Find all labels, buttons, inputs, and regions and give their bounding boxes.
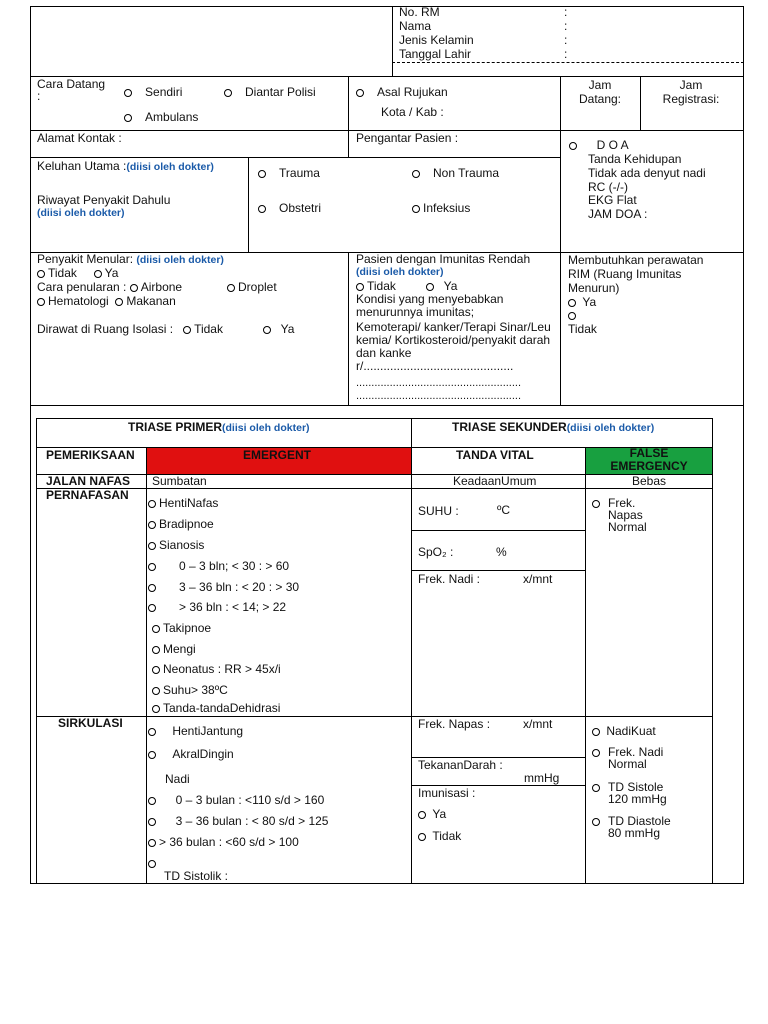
circ-item-akral-dingin[interactable]: AkralDingin: [148, 747, 234, 761]
label-pengantar-pasien: Pengantar Pasien :: [356, 131, 459, 145]
radio-icon: [152, 687, 160, 695]
option-hematologi[interactable]: Hematologi Makanan: [37, 294, 176, 308]
radio-icon: [148, 797, 156, 805]
nadi-item-0-3[interactable]: 0 – 3 bulan : <110 s/d > 160: [148, 793, 324, 807]
label-diisi-dokter: (diisi oleh dokter): [356, 266, 444, 278]
label-frek-napas-unit: x/mnt: [523, 717, 553, 731]
triase-sekunder-title: TRIASE SEKUNDER(diisi oleh dokter): [452, 420, 655, 434]
radio-icon: [258, 170, 266, 178]
colon: :: [564, 19, 568, 33]
colon: :: [37, 89, 41, 103]
radio-icon: [152, 625, 160, 633]
divider: [560, 76, 561, 130]
label-bebas: Bebas: [632, 474, 667, 488]
label-nama: Nama: [399, 19, 432, 33]
option-td-sistolik[interactable]: [148, 856, 159, 870]
radio-icon: [148, 751, 156, 759]
radio-icon: [224, 89, 232, 97]
label-cara-penularan[interactable]: Cara penularan : Airbone: [37, 280, 183, 294]
colon: :: [564, 5, 568, 19]
resp-item-takipnoe[interactable]: Takipnoe: [152, 621, 211, 635]
radio-icon: [227, 284, 235, 292]
resp-item-3-36-bln[interactable]: 3 – 36 bln : < 20 : > 30: [148, 580, 299, 594]
doa-item: JAM DOA :: [588, 207, 648, 221]
label-td-diastole: TD Diastole 80 mmHg: [608, 814, 671, 840]
label-suhu: SUHU :: [418, 504, 459, 518]
option-diantar-polisi[interactable]: Diantar Polisi: [224, 85, 316, 99]
label-td-sistolik: TD Sistolik :: [164, 869, 229, 883]
header-false-emergency: FALSE EMERGENCY: [610, 446, 688, 473]
divider: [411, 570, 585, 571]
radio-icon: [183, 326, 191, 334]
option-imunitas[interactable]: Tidak Ya: [356, 279, 457, 293]
radio-icon: [592, 784, 600, 792]
divider: [392, 6, 393, 76]
divider: [560, 252, 561, 405]
divider: [348, 252, 349, 405]
label-keluhan-utama: Keluhan Utama :(diisi oleh dokter): [37, 159, 214, 173]
radio-icon: [152, 705, 160, 713]
label-suhu-unit: ºC: [497, 503, 511, 517]
label-alamat-kontak: Alamat Kontak :: [37, 131, 122, 145]
option-imunisasi-tidak[interactable]: Tidak: [418, 829, 461, 843]
label-riwayat-penyakit: Riwayat Penyakit Dahulu: [37, 193, 171, 207]
label-diisi-dokter: (diisi oleh dokter): [37, 207, 125, 219]
radio-icon: [263, 326, 271, 334]
radio-icon: [592, 728, 600, 736]
colon: :: [564, 47, 568, 61]
radio-icon: [418, 811, 426, 819]
resp-item-mengi[interactable]: Mengi: [152, 642, 196, 656]
radio-icon: [148, 839, 156, 847]
option-ambulans[interactable]: Ambulans: [124, 110, 198, 124]
label-nadi: Nadi: [165, 772, 190, 786]
label-spo2-unit: %: [496, 545, 507, 559]
nadi-item-3-36[interactable]: 3 – 36 bulan : < 80 s/d > 125: [148, 814, 328, 828]
label-rim: Membutuhkan perawatan RIM (Ruang Imunitas Menurun): [568, 253, 704, 295]
divider: [36, 474, 713, 475]
label-jam-datang: Jam Datang:: [578, 78, 622, 106]
label-td-sistole: TD Sistole 120 mmHg: [608, 780, 667, 806]
resp-item-sianosis[interactable]: Sianosis: [148, 538, 204, 552]
radio-icon: [94, 270, 102, 278]
label-sirkulasi: SIRKULASI: [58, 716, 123, 730]
divider: [36, 488, 713, 489]
header-emergent: EMERGENT: [243, 448, 312, 462]
option-obstetri[interactable]: Obstetri: [258, 201, 321, 215]
divider: [585, 447, 586, 884]
option-nadi-kuat[interactable]: NadiKuat: [592, 724, 656, 738]
option-frek-napas-normal[interactable]: [592, 496, 603, 510]
radio-icon: [124, 114, 132, 122]
label-jam-registrasi: Jam Registrasi:: [662, 78, 720, 106]
label-frek-napas-normal: Frek. Napas Normal: [608, 496, 647, 534]
divider: [348, 76, 349, 130]
radio-icon: [568, 312, 576, 320]
radio-icon: [148, 542, 156, 550]
radio-icon: [148, 500, 156, 508]
doa-item: Tanda Kehidupan: [588, 152, 682, 166]
label-cara-datang: Cara Datang: [37, 77, 106, 91]
option-asal-rujukan[interactable]: Asal Rujukan: [356, 85, 448, 99]
radio-icon: [412, 170, 420, 178]
radio-icon: [356, 283, 364, 291]
triase-primer-title: TRIASE PRIMER(diisi oleh dokter): [128, 420, 310, 434]
radio-icon: [148, 584, 156, 592]
label-sumbatan: Sumbatan: [152, 474, 207, 488]
colon: :: [564, 33, 568, 47]
radio-icon: [152, 646, 160, 654]
radio-icon: [412, 205, 420, 213]
resp-item-0-3-bln[interactable]: 0 – 3 bln; < 30 : > 60: [148, 559, 289, 573]
radio-icon: [356, 89, 364, 97]
doa-item: EKG Flat: [588, 193, 637, 207]
label-kota-kab: Kota / Kab :: [381, 105, 444, 119]
option-sendiri[interactable]: Sendiri: [124, 85, 182, 99]
radio-icon: [258, 205, 266, 213]
radio-icon: [592, 500, 600, 508]
label-tekanan-darah: TekananDarah :: [418, 758, 503, 772]
label-rim-tidak: Tidak: [568, 322, 597, 336]
option-infeksius[interactable]: Infeksius: [412, 201, 470, 215]
dashed-divider: [392, 62, 744, 63]
dotted-line: ......................................................: [356, 377, 522, 389]
resp-item-dehidrasi[interactable]: Tanda-tandaDehidrasi: [152, 701, 280, 715]
divider: [411, 530, 585, 531]
resp-item-suhu[interactable]: Suhu> 38ºC: [152, 683, 228, 697]
option-non-trauma[interactable]: Non Trauma: [412, 166, 499, 180]
doa-item: RC (-/-): [588, 180, 628, 194]
divider: [411, 418, 412, 884]
radio-icon: [592, 818, 600, 826]
label-frek-nadi-unit: x/mnt: [523, 572, 553, 586]
divider: [560, 130, 561, 252]
radio-icon: [148, 728, 156, 736]
divider: [36, 716, 713, 717]
radio-icon: [592, 749, 600, 757]
label-imunitas-rendah: Pasien dengan Imunitas Rendah: [356, 252, 531, 266]
option-td-sistole[interactable]: [592, 780, 603, 794]
dotted-line: ......................................................: [356, 390, 522, 402]
radio-icon: [148, 818, 156, 826]
radio-icon: [124, 89, 132, 97]
nadi-item-36[interactable]: > 36 bulan : <60 s/d > 100: [148, 835, 299, 849]
label-imunisasi: Imunisasi :: [418, 786, 476, 800]
radio-icon: [148, 860, 156, 868]
resp-item-henti-nafas[interactable]: HentiNafas: [148, 496, 218, 510]
header-tanda-vital: TANDA VITAL: [456, 448, 534, 462]
divider: [348, 130, 349, 157]
label-tekanan-unit: mmHg: [524, 771, 560, 785]
radio-icon: [37, 270, 45, 278]
divider: [146, 447, 147, 884]
option-rim-ya[interactable]: Ya: [568, 295, 596, 309]
option-trauma[interactable]: Trauma: [258, 166, 320, 180]
circ-item-henti-jantung[interactable]: HentiJantung: [148, 724, 243, 738]
label-dirawat-isolasi[interactable]: Dirawat di Ruang Isolasi : Tidak Ya: [37, 322, 295, 336]
option-menular[interactable]: Tidak Ya: [37, 266, 118, 280]
label-keadaan-umum: KeadaanUmum: [453, 474, 537, 488]
label-jenis-kelamin: Jenis Kelamin: [399, 33, 474, 47]
label-spo2: SpO₂ :: [418, 545, 454, 559]
label-penyakit-menular: Penyakit Menular: (diisi oleh dokter): [37, 252, 224, 266]
radio-icon: [418, 833, 426, 841]
radio-icon: [568, 299, 576, 307]
label-tanggal-lahir: Tanggal Lahir: [399, 47, 472, 61]
divider: [30, 76, 744, 77]
radio-icon: [148, 604, 156, 612]
label-no-rm: No. RM: [399, 5, 440, 19]
label-frek-nadi-normal: Frek. Nadi Normal: [608, 745, 664, 771]
label-kondisi: Kondisi yang menyebabkan menurunnya imunitas;: [356, 292, 504, 319]
resp-item-bradipnoe[interactable]: Bradipnoe: [148, 517, 214, 531]
resp-item-36-bln[interactable]: > 36 bln : < 14; > 22: [148, 600, 286, 614]
option-frek-nadi-normal[interactable]: [592, 745, 603, 759]
header-pemeriksaan: PEMERIKSAAN: [46, 448, 135, 462]
option-td-diastole[interactable]: [592, 814, 603, 828]
radio-icon: [569, 142, 577, 150]
label-frek-nadi: Frek. Nadi :: [418, 572, 481, 586]
option-imunisasi-ya[interactable]: Ya: [418, 807, 446, 821]
radio-icon: [426, 283, 434, 291]
label-jalan-nafas: JALAN NAFAS: [46, 474, 131, 488]
radio-icon: [148, 521, 156, 529]
divider: [30, 405, 744, 406]
option-rim-tidak[interactable]: [568, 308, 579, 322]
resp-item-neonatus[interactable]: Neonatus : RR > 45x/i: [152, 662, 281, 676]
label-pernafasan: PERNAFASAN: [46, 488, 129, 502]
radio-icon: [148, 563, 156, 571]
divider: [30, 157, 560, 158]
doa-item: Tidak ada denyut nadi: [588, 166, 706, 180]
radio-icon: [115, 298, 123, 306]
option-doa[interactable]: D O A: [569, 138, 629, 152]
option-droplet[interactable]: Droplet: [227, 280, 277, 294]
radio-icon: [152, 666, 160, 674]
label-frek-napas: Frek. Napas :: [418, 717, 491, 731]
label-kemoterapi: Kemoterapi/ kanker/Terapi Sinar/Leukemia/ Kortikosteroid/penyakit darah dan kanker/.............................................: [356, 320, 551, 373]
radio-icon: [130, 284, 138, 292]
divider: [640, 76, 641, 130]
radio-icon: [37, 298, 45, 306]
divider: [248, 157, 249, 252]
